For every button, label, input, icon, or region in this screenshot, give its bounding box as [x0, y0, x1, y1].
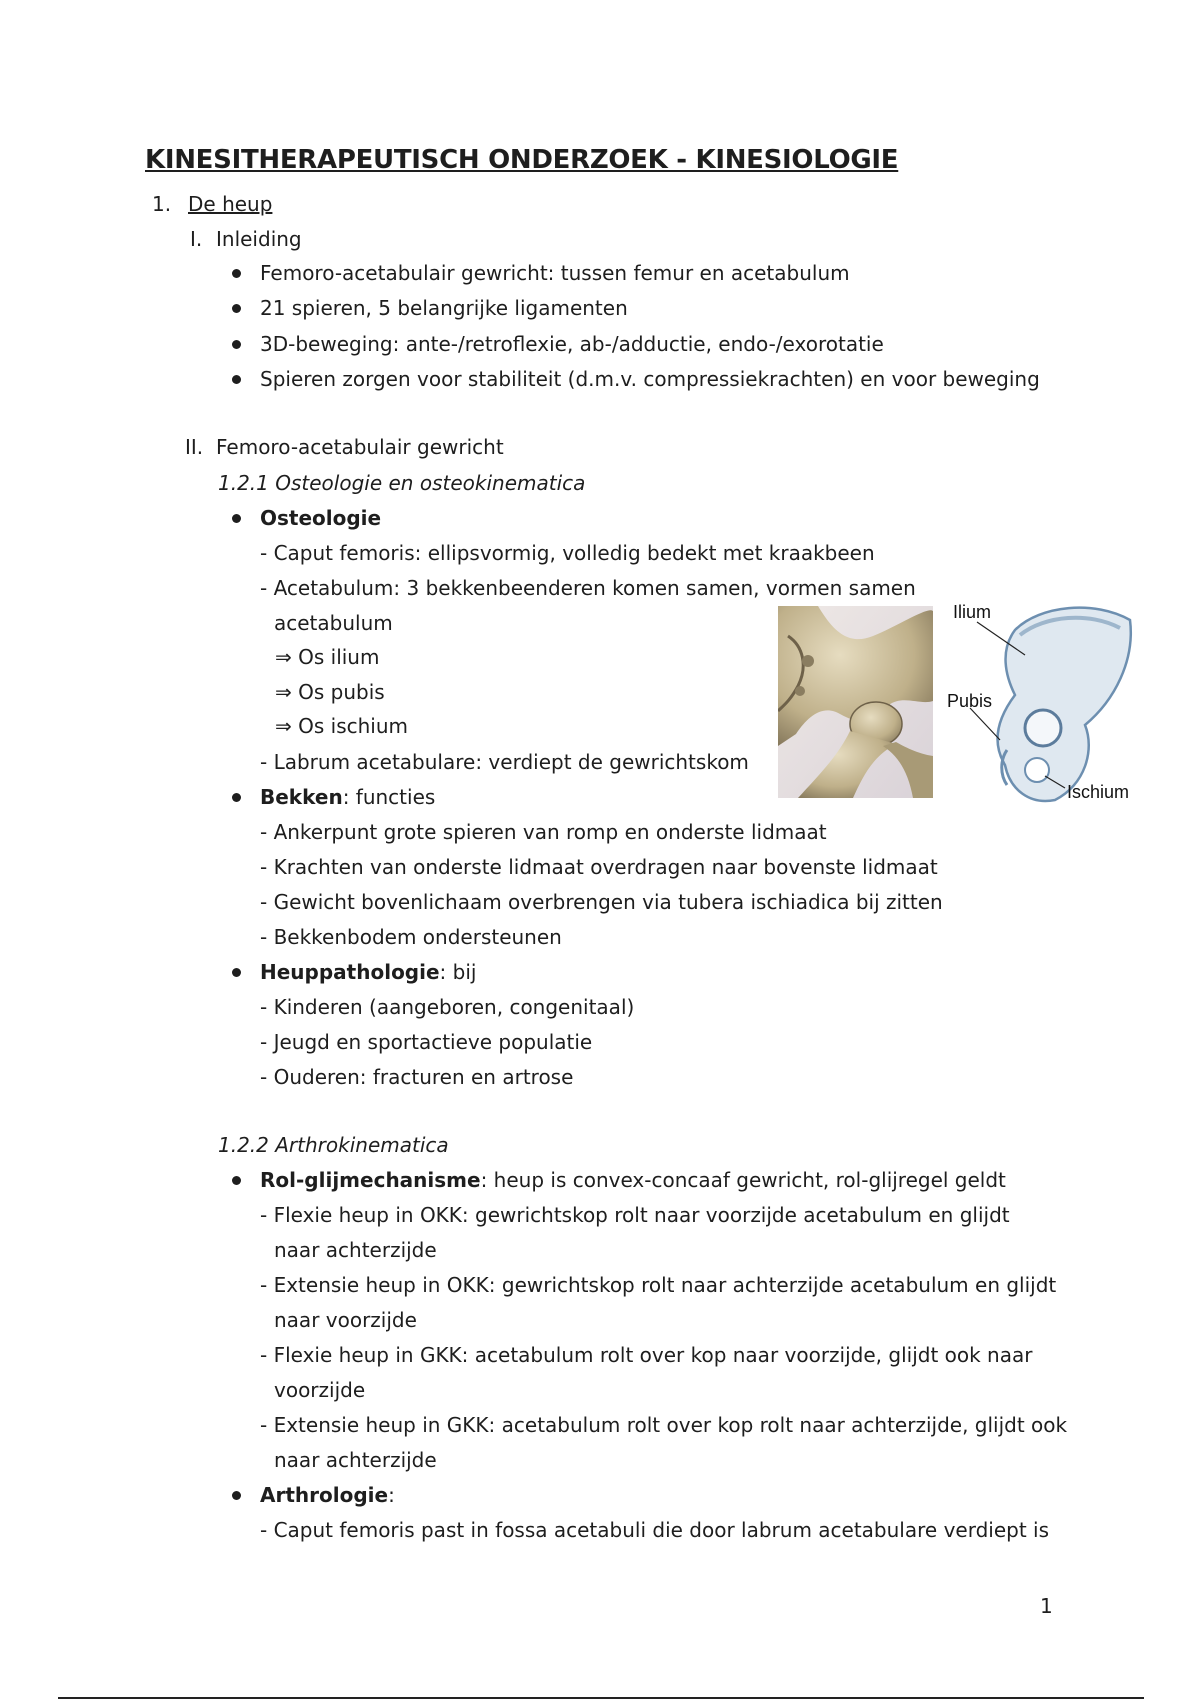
- list-line: naar achterzijde: [274, 1448, 437, 1472]
- subsection-number: II.: [185, 435, 204, 459]
- list-line: naar achterzijde: [274, 1238, 437, 1262]
- topic-line: [260, 785, 435, 809]
- subsection-heading: Femoro-acetabulair gewricht: [216, 435, 504, 459]
- list-line: - Krachten van onderste lidmaat overdragen naar bovenste lidmaat: [260, 855, 938, 879]
- diagram-label: Ilium: [953, 602, 992, 622]
- list-line: - Ouderen: fracturen en artrose: [260, 1065, 574, 1089]
- diagram-label: Ischium: [1067, 782, 1130, 802]
- list-line: - Caput femoris: ellipsvormig, volledig bedekt met kraakbeen: [260, 541, 875, 565]
- topic-line: [260, 960, 476, 984]
- topic-rest: :: [388, 1483, 395, 1507]
- list-line: - Extensie heup in OKK: gewrichtskop rolt naar achterzijde acetabulum en glijdt: [260, 1273, 1057, 1297]
- topic-rest: : bij: [439, 960, 477, 984]
- list-line: - Flexie heup in GKK: acetabulum rolt over kop naar voorzijde, glijdt ook naar: [260, 1343, 1033, 1367]
- sub-subsection-heading: 1.2.1 Osteologie en osteokinematica: [218, 471, 586, 495]
- topic-heading: Bekken: [260, 785, 343, 809]
- bullet-icon: [232, 1491, 241, 1500]
- subsection-number: I.: [190, 227, 203, 251]
- bullet-icon: [232, 1176, 241, 1185]
- sub-subsection-heading: 1.2.2 Arthrokinematica: [218, 1133, 449, 1157]
- page-title: KINESITHERAPEUTISCH ONDERZOEK - KINESIOLOGIE: [145, 145, 899, 175]
- topic-heading: Osteologie: [260, 506, 382, 530]
- pelvis-bone-image: [778, 606, 933, 798]
- bullet-icon: [232, 968, 241, 977]
- subsection-heading: Inleiding: [216, 227, 302, 251]
- list-line: ⇒ Os ilium: [275, 645, 380, 669]
- list-line: voorzijde: [274, 1378, 366, 1402]
- topic-heading: Rol-glijmechanisme: [260, 1168, 481, 1192]
- list-line: - Labrum acetabulare: verdiept de gewrichtskom: [260, 750, 749, 774]
- bullet-icon: [232, 340, 241, 349]
- hip-bone-diagram: [945, 600, 1145, 810]
- list-line: - Gewicht bovenlichaam overbrengen via tubera ischiadica bij zitten: [260, 890, 943, 914]
- bullet-icon: [232, 793, 241, 802]
- page-divider: [58, 1697, 1144, 1699]
- page-number: 1: [1040, 1594, 1053, 1618]
- bullet-icon: [232, 269, 241, 278]
- list-item: Spieren zorgen voor stabiliteit (d.m.v. compressiekrachten) en voor beweging: [260, 367, 1040, 391]
- topic-rest: : heup is convex-concaaf gewricht, rol-glijregel geldt: [480, 1168, 1006, 1192]
- list-line: - Flexie heup in OKK: gewrichtskop rolt naar voorzijde acetabulum en glijdt: [260, 1203, 1010, 1227]
- list-line: - Kinderen (aangeboren, congenitaal): [260, 995, 635, 1019]
- list-line: - Caput femoris past in fossa acetabuli die door labrum acetabulare verdiept is: [260, 1518, 1050, 1542]
- section-heading: De heup: [188, 192, 273, 216]
- topic-rest: : functies: [342, 785, 436, 809]
- list-line: naar voorzijde: [274, 1308, 417, 1332]
- list-line: - Bekkenbodem ondersteunen: [260, 925, 562, 949]
- list-line: ⇒ Os pubis: [275, 680, 385, 704]
- list-line: - Jeugd en sportactieve populatie: [260, 1030, 593, 1054]
- list-item: 3D-beweging: ante-/retroflexie, ab-/adductie, endo-/exorotatie: [260, 332, 884, 356]
- bullet-icon: [232, 304, 241, 313]
- list-line: acetabulum: [274, 611, 393, 635]
- topic-line: [260, 1483, 395, 1507]
- topic-line: [260, 1168, 1006, 1192]
- bullet-icon: [232, 375, 241, 384]
- diagram-label: Pubis: [947, 691, 993, 711]
- bullet-icon: [232, 514, 241, 523]
- list-line: ⇒ Os ischium: [275, 714, 408, 738]
- list-line: - Ankerpunt grote spieren van romp en onderste lidmaat: [260, 820, 827, 844]
- list-item: 21 spieren, 5 belangrijke ligamenten: [260, 296, 628, 320]
- list-line: - Extensie heup in GKK: acetabulum rolt over kop rolt naar achterzijde, glijdt ook: [260, 1413, 1068, 1437]
- topic-heading: Heuppathologie: [260, 960, 440, 984]
- list-item: Femoro-acetabulair gewricht: tussen femur en acetabulum: [260, 261, 850, 285]
- list-line: - Acetabulum: 3 bekkenbeenderen komen samen, vormen samen: [260, 576, 916, 600]
- topic-heading: Arthrologie: [260, 1483, 389, 1507]
- section-number: 1.: [152, 192, 172, 216]
